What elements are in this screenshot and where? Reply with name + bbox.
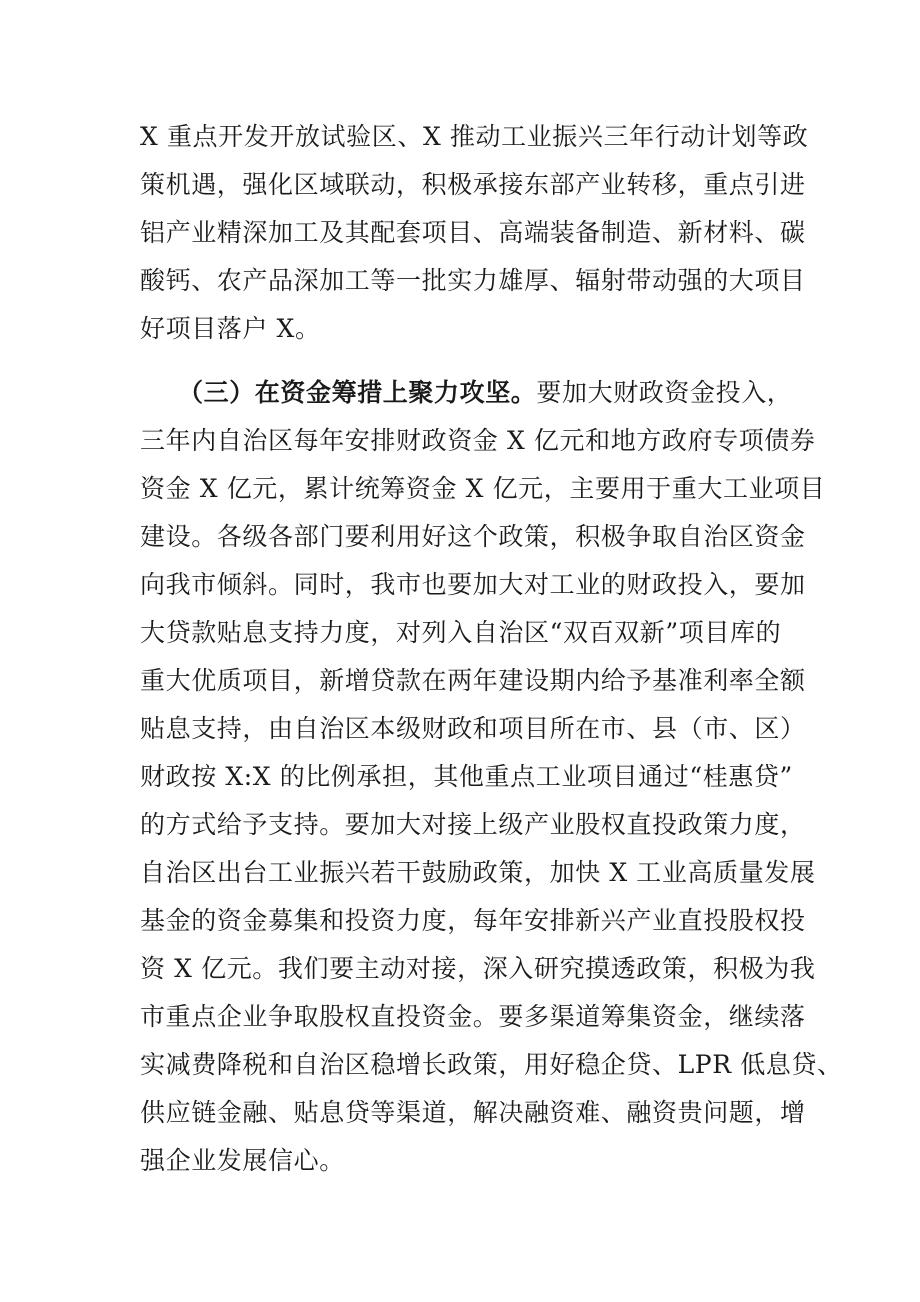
section-heading: （三）在资金筹措上聚力攻坚。 bbox=[178, 378, 537, 407]
paragraph-line: 好项目落户 X。 bbox=[140, 314, 321, 343]
paragraph-line: 的方式给予支持。要加大对接上级产业股权直投政策力度， bbox=[140, 810, 806, 839]
paragraph-line: 建设。各级各部门要利用好这个政策，积极争取自治区资金 bbox=[140, 522, 806, 551]
paragraph-line: 市重点企业争取股权直投资金。要多渠道筹集资金，继续落 bbox=[140, 1002, 806, 1031]
paragraph-line: 铝产业精深加工及其配套项目、高端装备制造、新材料、碳 bbox=[140, 218, 806, 247]
document-body bbox=[140, 113, 843, 1185]
paragraph-line: 资金 X 亿元，累计统筹资金 X 亿元，主要用于重大工业项目 bbox=[140, 474, 826, 503]
paragraph-1 bbox=[140, 113, 809, 353]
paragraph-line-text: 要加大财政资金投入， bbox=[536, 378, 793, 407]
paragraph-line: 大贷款贴息支持力度，对列入自治区“双百双新”项目库的 bbox=[140, 618, 782, 647]
paragraph-line: 供应链金融、贴息贷等渠道，解决融资难、融资贵问题，增 bbox=[140, 1098, 806, 1127]
paragraph-spacer bbox=[140, 353, 800, 369]
paragraph-line: 强企业发展信心。 bbox=[140, 1146, 345, 1175]
paragraph-first-line bbox=[140, 369, 800, 417]
paragraph-line: 财政按 X:X 的比例承担，其他重点工业项目通过“桂惠贷” bbox=[140, 762, 793, 791]
paragraph-line: 贴息支持，由自治区本级财政和项目所在市、县（市、区） bbox=[140, 714, 806, 743]
paragraph-line: 酸钙、农产品深加工等一批实力雄厚、辐射带动强的大项目 bbox=[140, 266, 806, 295]
paragraph-line: 三年内自治区每年安排财政资金 X 亿元和地方政府专项债券 bbox=[140, 426, 816, 455]
paragraph-line: 策机遇，强化区域联动，积极承接东部产业转移，重点引进 bbox=[140, 170, 806, 199]
paragraph-line: 实减费降税和自治区稳增长政策，用好稳企贷、LPR 低息贷、 bbox=[140, 1050, 843, 1079]
paragraph-line: 资 X 亿元。我们要主动对接，深入研究摸透政策，积极为我 bbox=[140, 954, 816, 983]
paragraph-line: 向我市倾斜。同时，我市也要加大对工业的财政投入，要加 bbox=[140, 570, 806, 599]
paragraph-line: 自治区出台工业振兴若干鼓励政策，加快 X 工业高质量发展 bbox=[140, 858, 816, 887]
paragraph-2 bbox=[140, 369, 843, 1185]
paragraph-line: 重大优质项目，新增贷款在两年建设期内给予基准利率全额 bbox=[140, 666, 806, 695]
paragraph-line: X 重点开发开放试验区、X 推动工业振兴三年行动计划等政 bbox=[140, 122, 809, 151]
paragraph-line: 基金的资金募集和投资力度，每年安排新兴产业直投股权投 bbox=[140, 906, 806, 935]
